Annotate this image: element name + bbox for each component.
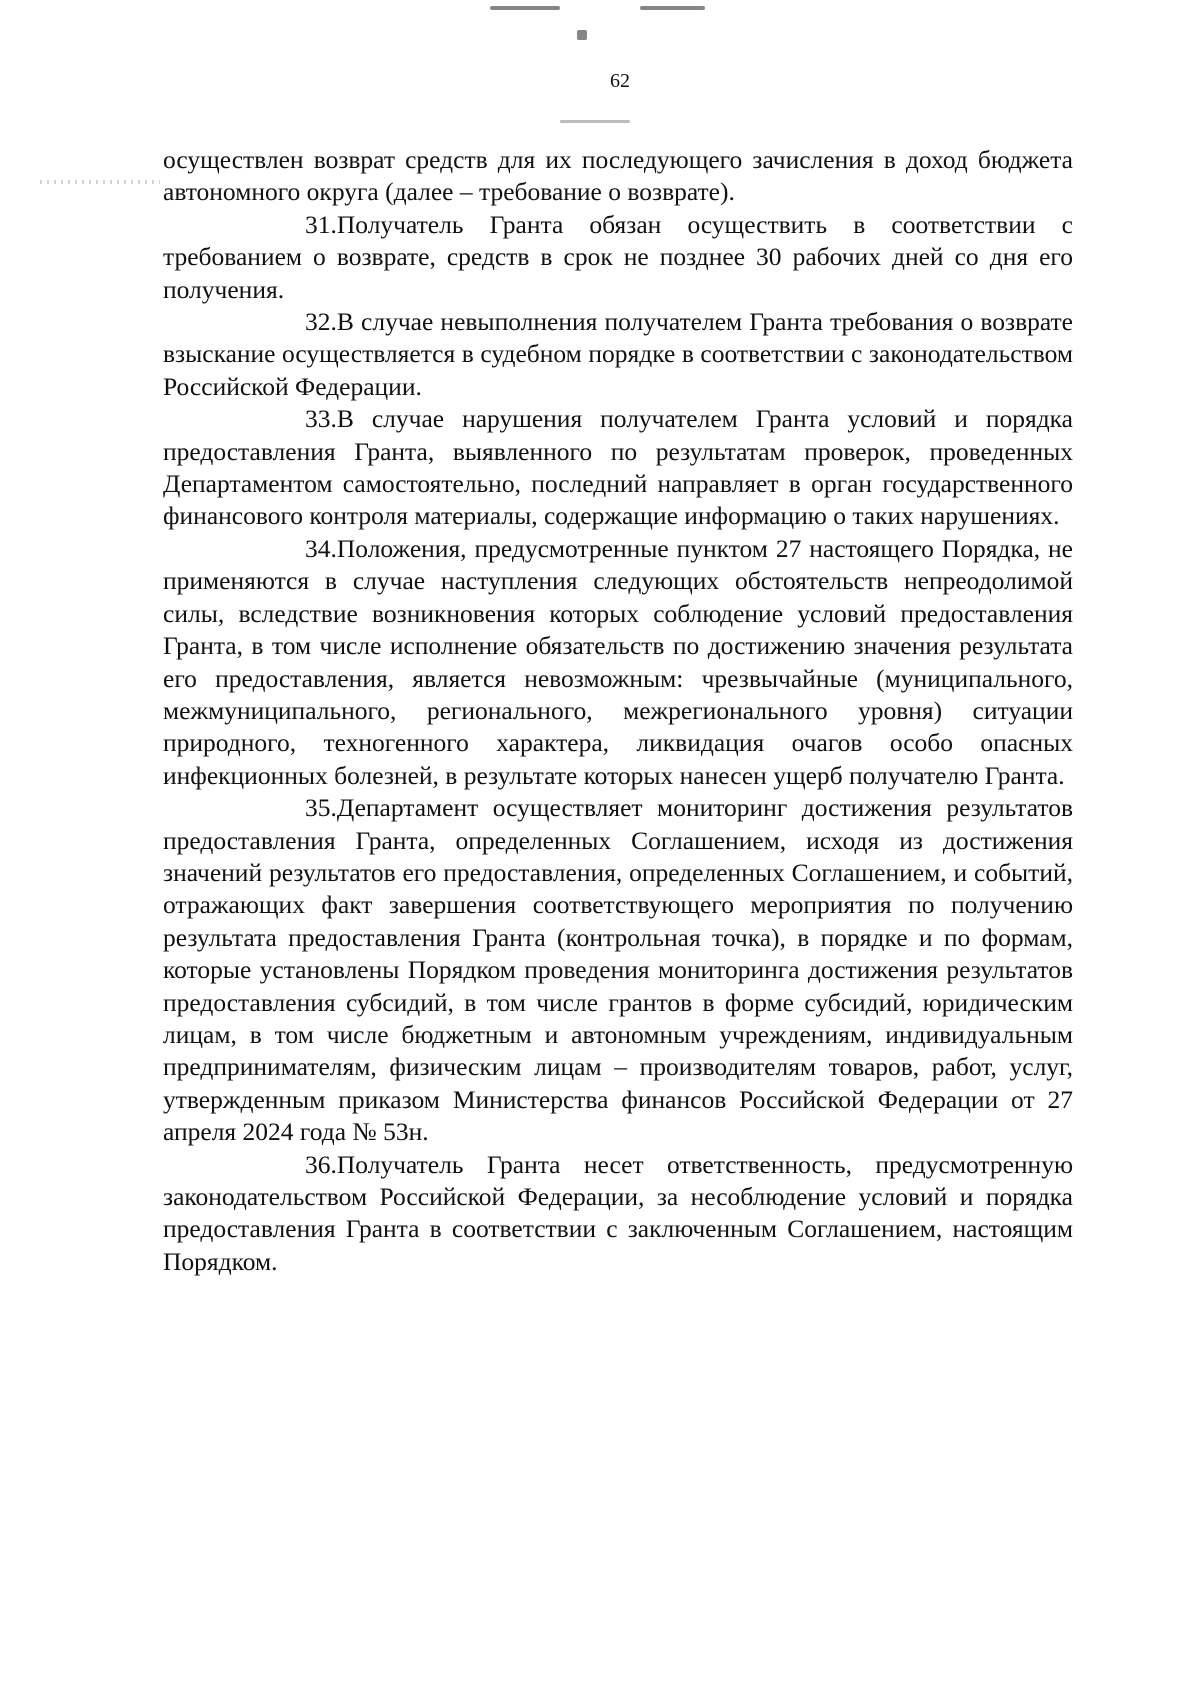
paragraph-34 bbox=[163, 533, 1073, 792]
scan-artifact bbox=[490, 6, 560, 10]
paragraph-35 bbox=[163, 792, 1073, 1148]
page-number: 62 bbox=[610, 70, 630, 92]
paragraph-33 bbox=[163, 403, 1073, 533]
paragraph-text: осуществлен возврат средств для их последующего зачисления в доход бюджета автономного округа (далее – требование о возврате). bbox=[163, 145, 1073, 207]
paragraph-continuation bbox=[163, 144, 1073, 209]
paragraph-31 bbox=[163, 209, 1073, 306]
scan-artifact bbox=[640, 6, 705, 10]
document-body bbox=[163, 144, 1073, 1278]
scan-artifact bbox=[577, 30, 587, 40]
scan-artifact bbox=[560, 120, 630, 123]
paragraph-number: 36. bbox=[305, 1149, 337, 1179]
paragraph-number: 35. bbox=[305, 793, 337, 823]
paragraph-text: Департамент осуществляет мониторинг достижения результатов предоставления Гранта, определенных Соглашением, исходя из достижения значений результатов его предоставления, определенных Соглашением, и событий, отражающих факт завершения соответствующего мероприятия по получению результата предоставления Гранта (контрольная точка), в порядке и по формам, которые установлены Порядком проведения мониторинга достижения результатов предоставления субсидий, в том числе грантов в форме субсидий, юридическим лицам, в том числе бюджетным и автономным учреждениям, индивидуальным предпринимателям, физическим лицам – производителям товаров, работ, услуг, утвержденным приказом Министерства финансов Российской Федерации от 27 апреля 2024 года № 53н. bbox=[163, 793, 1073, 1147]
paragraph-32 bbox=[163, 306, 1073, 403]
paragraph-number: 31. bbox=[305, 209, 337, 239]
paragraph-36 bbox=[163, 1149, 1073, 1279]
paragraph-text: В случае невыполнения получателем Гранта требования о возврате взыскание осуществляется в судебном порядке в соответствии с законодательством Российской Федерации. bbox=[163, 307, 1073, 401]
paragraph-text: Положения, предусмотренные пунктом 27 настоящего Порядка, не применяются в случае наступления следующих обстоятельств непреодолимой силы, вследствие возникновения которых соблюдение условий предоставления Гранта, в том числе исполнение обязательств по достижению значения результата его предоставления, является невозможным: чрезвычайные (муниципального, межмуниципального, регионального, межрегионального уровня) ситуации природного, техногенного характера, ликвидация очагов особо опасных инфекционных болезней, в результате которых нанесен ущерб получателю Гранта. bbox=[163, 533, 1073, 790]
paragraph-number: 33. bbox=[305, 404, 337, 434]
paragraph-text: Получатель Гранта обязан осуществить в соответствии с требованием о возврате, средств в срок не позднее 30 рабочих дней со дня его получения. bbox=[163, 209, 1073, 304]
paragraph-text: В случае нарушения получателем Гранта условий и порядка предоставления Гранта, выявленного по результатам проверок, проведенных Департаментом самостоятельно, последний направляет в орган государственного финансового контроля материалы, содержащие информацию о таких нарушениях. bbox=[163, 404, 1073, 531]
paragraph-number: 32. bbox=[305, 307, 337, 337]
scan-artifact bbox=[40, 180, 160, 184]
paragraph-text: Получатель Гранта несет ответственность, предусмотренную законодательством Российской Федерации, за несоблюдение условий и порядка предоставления Гранта в соответствии с заключенным Соглашением, настоящим Порядком. bbox=[163, 1149, 1073, 1276]
paragraph-number: 34. bbox=[305, 533, 337, 563]
